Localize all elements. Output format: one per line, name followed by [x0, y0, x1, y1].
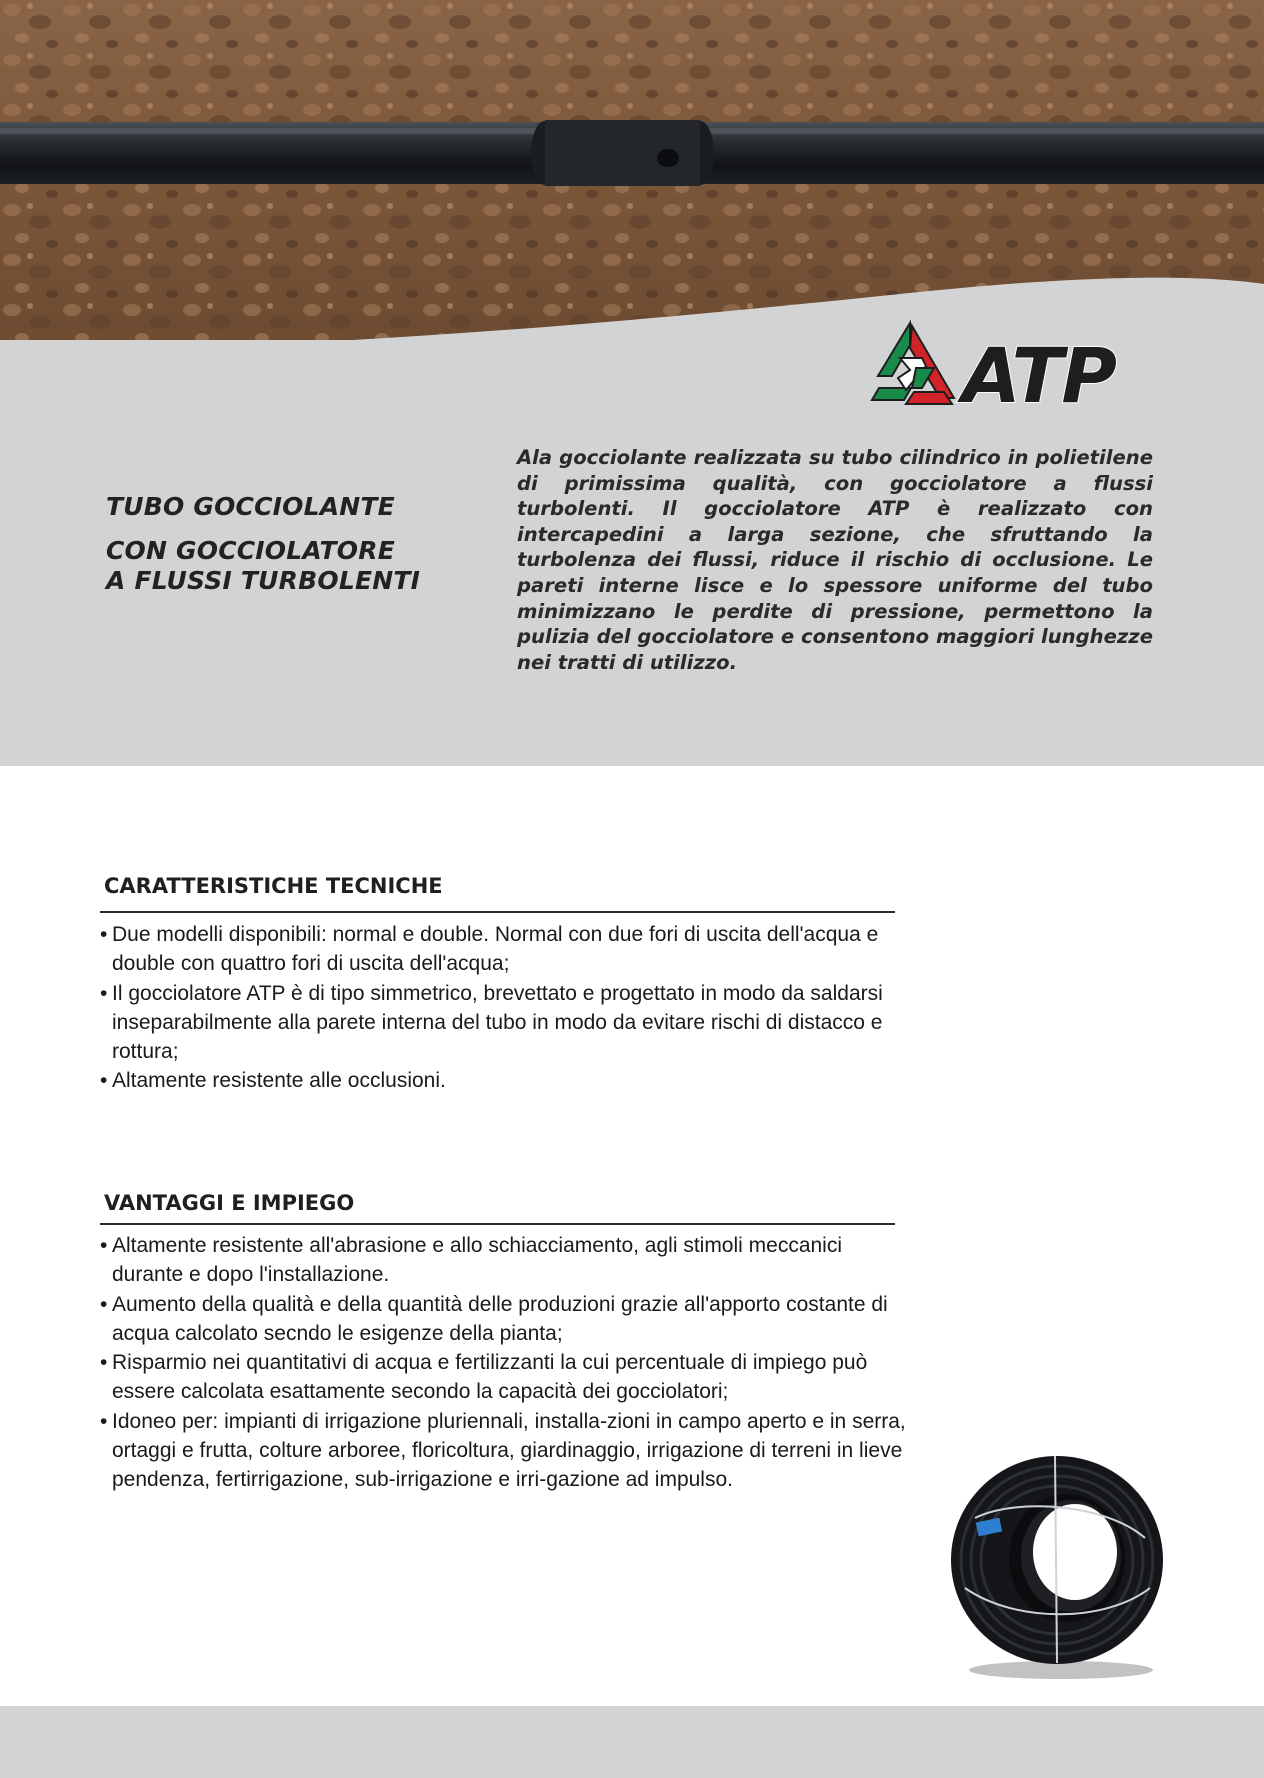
footer-band [0, 1706, 1264, 1778]
list-item: • Altamente resistente all'abrasione e allo schiacciamento, agli stimoli meccanici durante e dopo l'installazione. [100, 1234, 843, 1287]
list-vantaggi [100, 1231, 910, 1495]
section-divider [100, 911, 895, 913]
list-item: • Due modelli disponibili: normal e double. Normal con due fori di uscita dell'acqua e double con quattro fori di uscita dell'acqua; [100, 923, 879, 976]
section-heading-vantaggi: VANTAGGI E IMPIEGO [104, 1191, 355, 1215]
title-line-2: CON GOCCIOLATORE [106, 536, 395, 565]
list-item: • Altamente resistente alle occlusioni. [100, 1069, 446, 1093]
title-line-3: A FLUSSI TURBOLENTI [106, 566, 421, 595]
section-heading-caratteristiche: CARATTERISTICHE TECNICHE [104, 874, 443, 898]
tube-coil-image [945, 1448, 1170, 1683]
product-title [106, 492, 446, 596]
list-caratteristiche [100, 920, 910, 1096]
list-item: • Il gocciolatore ATP è di tipo simmetrico, brevettato e progettato in modo da saldarsi inseparabilmente alla parete interna del tubo in modo da evitare rischi di distacco e rottura; [100, 981, 883, 1064]
list-item: • Risparmio nei quantitativi di acqua e fertilizzanti la cui percentuale di impiego può essere calcolata esattamente secondo la capacità dei gocciolatori; [100, 1351, 868, 1404]
list-item: • Aumento della qualità e della quantità delle produzioni grazie all'apporto costante di acqua calcolato secndo le esigenze della pianta; [100, 1292, 888, 1345]
atp-logo-mark-icon [872, 323, 954, 404]
atp-logo [864, 318, 1164, 416]
title-line-1: TUBO GOCCIOLANTE [106, 492, 395, 521]
drip-tube-image [0, 120, 1264, 186]
intro-paragraph: Ala gocciolante realizzata su tubo cilindrico in polietilene di primissima qualità, con gocciolatore a flussi turbolenti. Il gocciolatore ATP è realizzato con intercapedini a larga sezione, che sfruttando la turbolenza dei flussi, riduce il rischio di occlusione. Le pareti interne lisce e lo spessore uniforme del tubo minimizzano le perdite di pressione, permettono la pulizia del gocciolatore e consentono maggiori lunghezze nei tratti di utilizzo. [517, 446, 1153, 674]
section-divider [100, 1223, 895, 1225]
list-item: • Idoneo per: impianti di irrigazione pluriennali, installa-zioni in campo aperto e in serra, ortaggi e frutta, colture arboree, floricoltura, giardinaggio, irrigazione di terreni in lieve pendenza, fertirrigazione, sub-irrigazione e irri-gazione ad impulso. [100, 1409, 906, 1492]
atp-logo-text: ATP [962, 331, 1116, 416]
